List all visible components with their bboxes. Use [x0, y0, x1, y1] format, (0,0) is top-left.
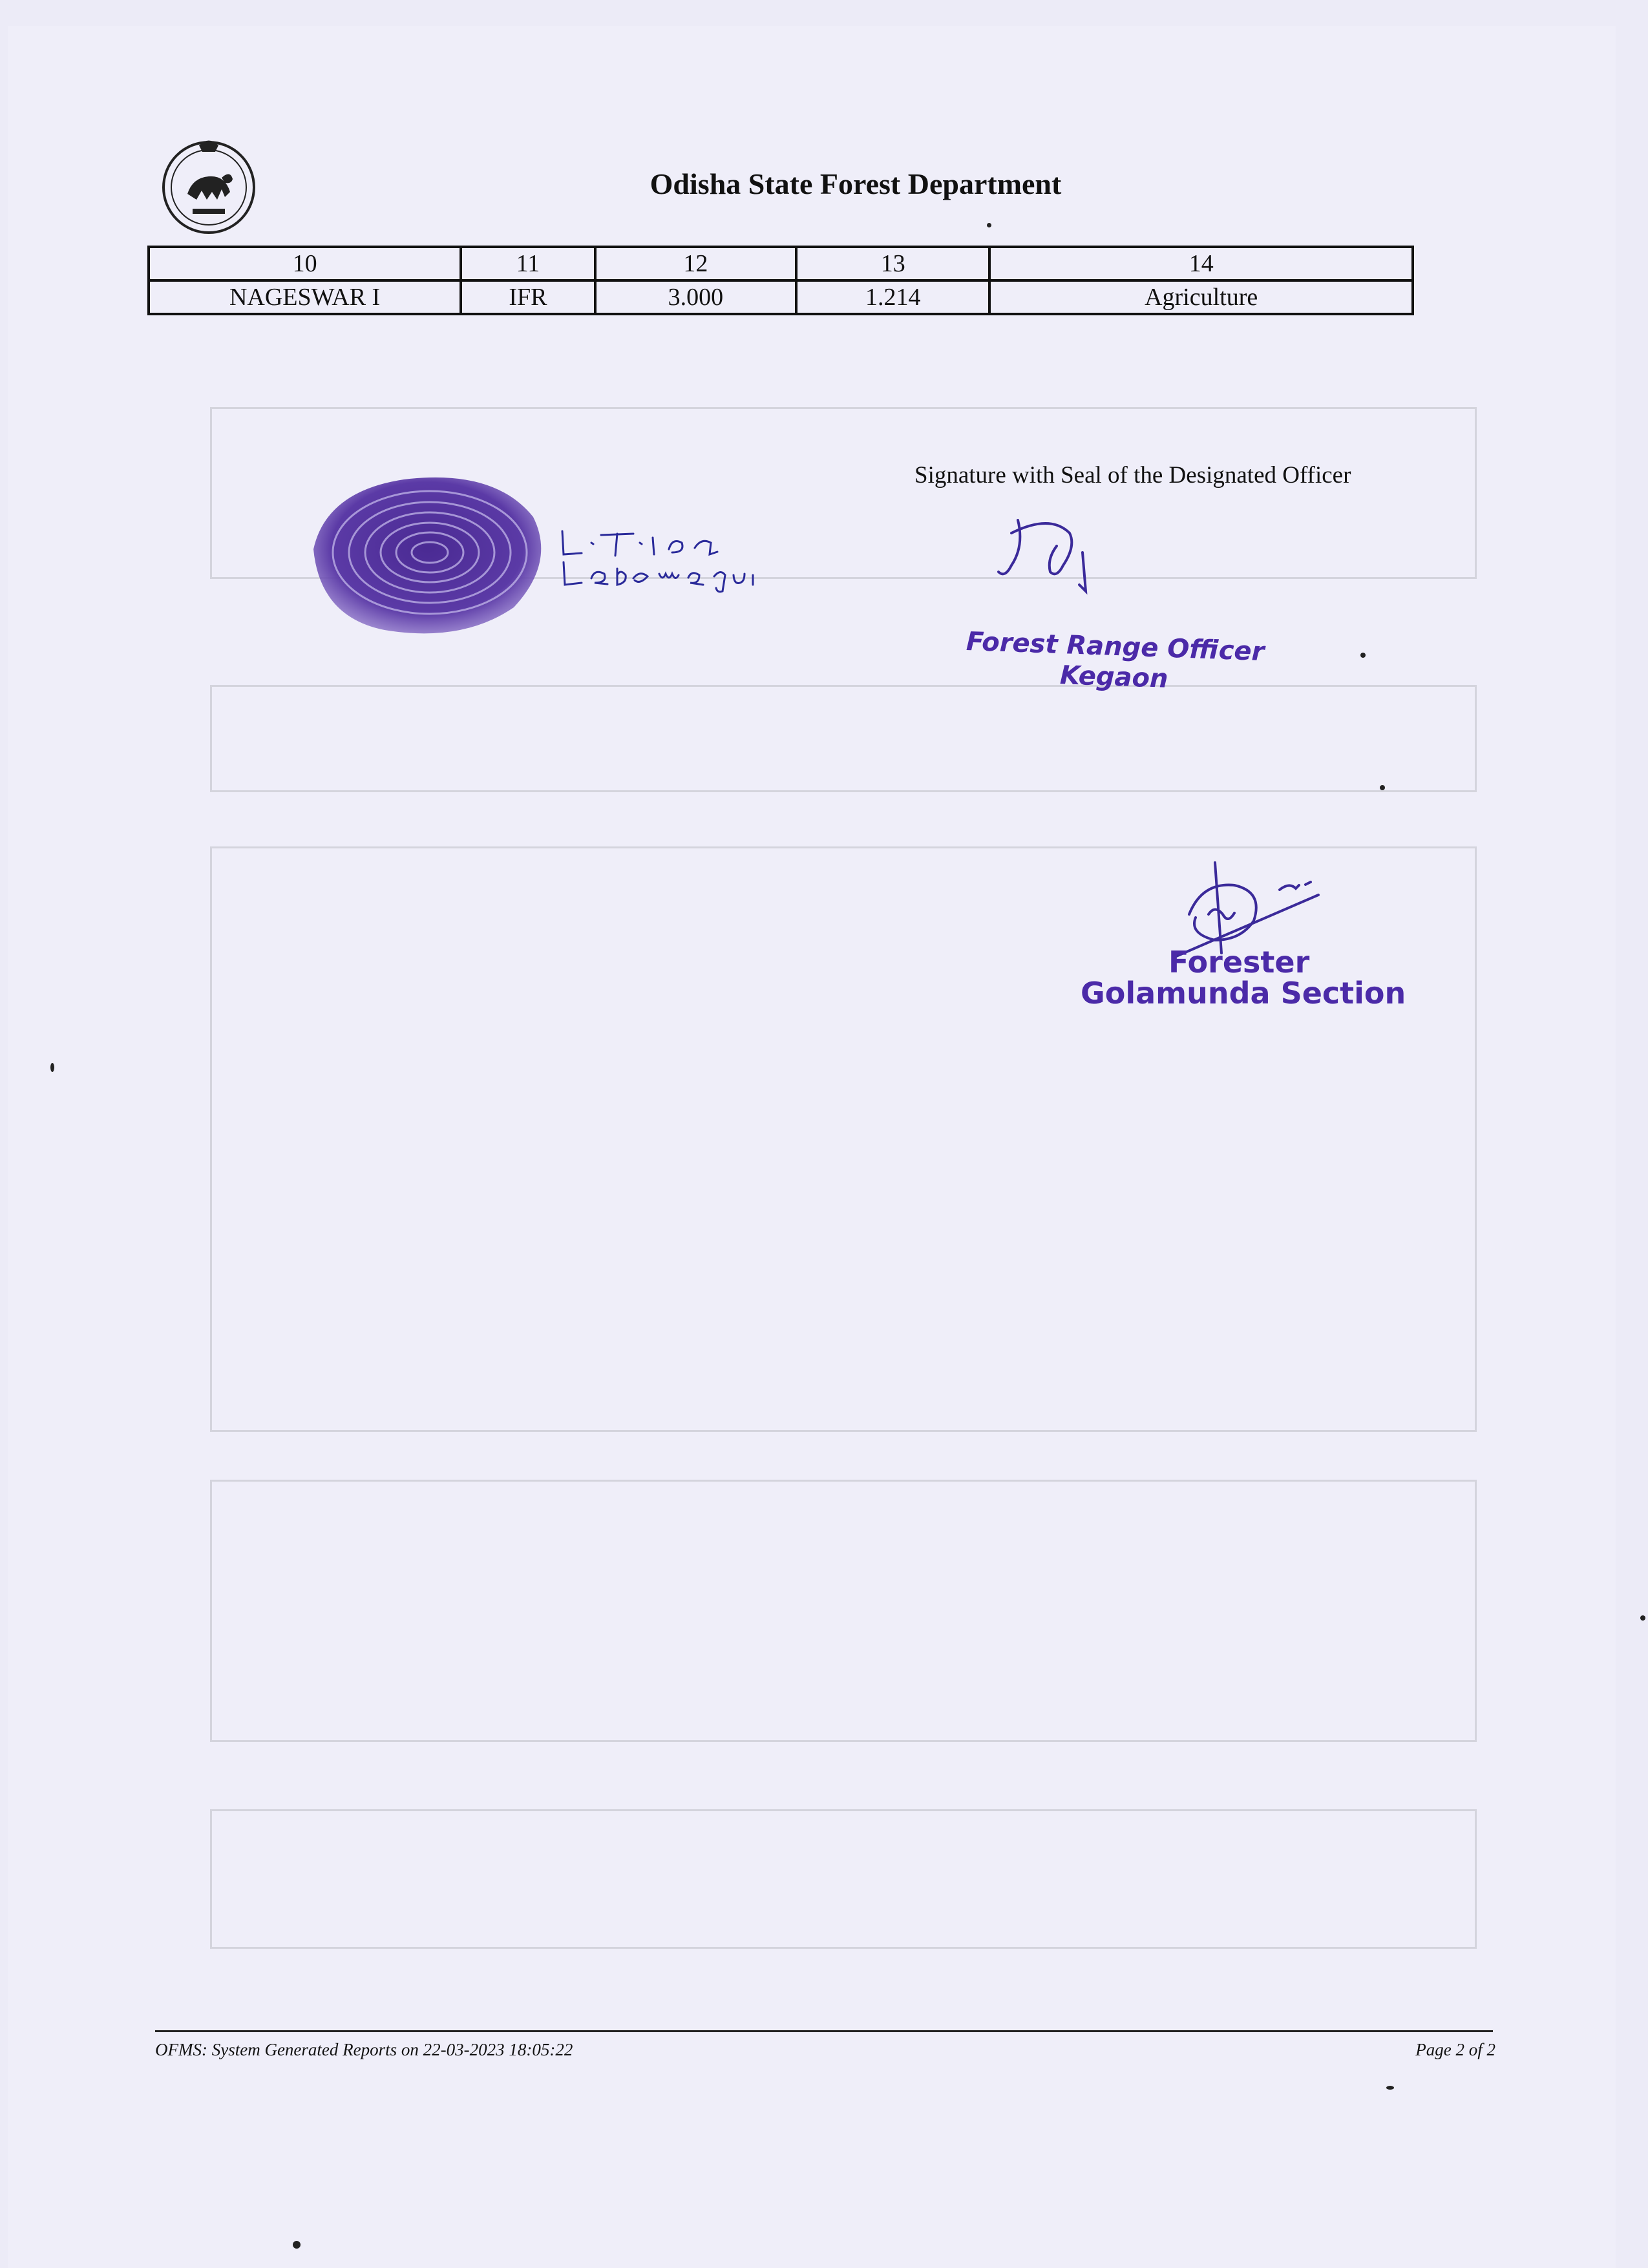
- ink-speck: [293, 2241, 301, 2249]
- ink-speck: [1640, 1615, 1645, 1621]
- table-cell: Agriculture: [989, 280, 1413, 314]
- table-cell: IFR: [461, 280, 595, 314]
- rights-table: [147, 246, 1414, 315]
- ink-speck: [1386, 2086, 1394, 2090]
- footer-generated-text: OFMS: System Generated Reports on 22-03-2023 18:05:22: [155, 2040, 573, 2059]
- handwritten-note: [556, 523, 776, 594]
- column-header: 13: [796, 247, 989, 280]
- range-officer-stamp-line2: Kegaon: [1059, 660, 1169, 694]
- page-title: Odisha State Forest Department: [650, 167, 1062, 200]
- signature-caption: Signature with Seal of the Designated Officer: [914, 462, 1351, 488]
- table-cell: 1.214: [796, 280, 989, 314]
- table-row: [149, 280, 1413, 314]
- column-header: 11: [461, 247, 595, 280]
- range-officer-signature: [973, 507, 1141, 611]
- thumb-impression: [301, 472, 553, 640]
- ink-speck: [1380, 785, 1385, 790]
- bleed-through-grid: [210, 407, 1477, 1958]
- forester-stamp-line2: Golamunda Section: [1081, 976, 1406, 1011]
- forester-stamp-line1: Forester: [1168, 945, 1310, 980]
- footer-rule: [155, 2030, 1493, 2032]
- table-header-row: [149, 247, 1413, 280]
- column-header: 14: [989, 247, 1413, 280]
- range-officer-stamp-line1: Forest Range Officer: [966, 626, 1265, 667]
- ink-speck: [50, 1063, 54, 1072]
- table-cell: 3.000: [595, 280, 796, 314]
- ink-dot: [987, 223, 991, 227]
- footer-page-number: Page 2 of 2: [1415, 2040, 1495, 2059]
- table-cell: NAGESWAR I: [149, 280, 461, 314]
- column-header: 12: [595, 247, 796, 280]
- ink-speck: [1360, 653, 1366, 658]
- column-header: 10: [149, 247, 461, 280]
